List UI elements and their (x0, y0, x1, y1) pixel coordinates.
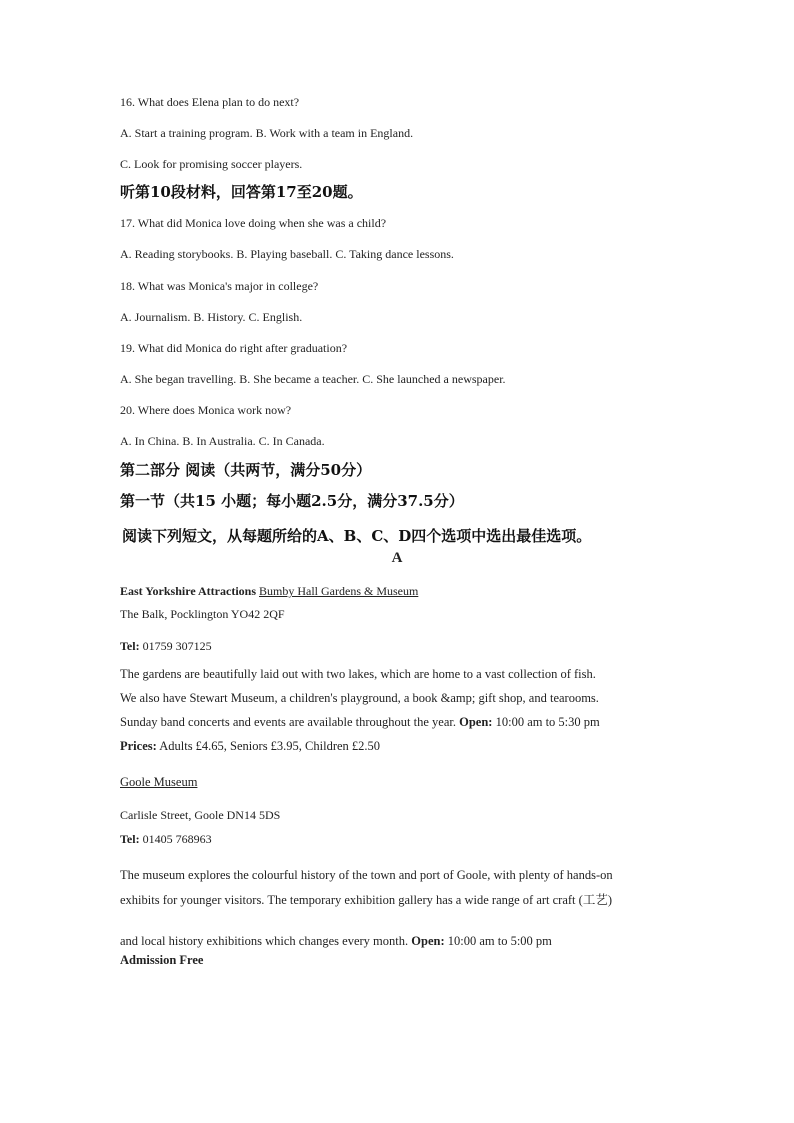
question-17-options: A. Reading storybooks. B. Playing baseball. C. Taking dance lessons. (120, 247, 454, 261)
question-17: 17. What did Monica love doing when she was a child? (120, 216, 387, 230)
attraction-2-desc-line-3 (120, 933, 552, 949)
question-18-options: A. Journalism. B. History. C. English. (120, 310, 303, 324)
tel-label: Tel: (120, 639, 140, 653)
listening-section-heading: 听第10段材料，回答第17至20题。 (120, 183, 363, 201)
attraction-1-title (120, 583, 418, 599)
tel-number: 01759 307125 (142, 639, 212, 653)
open-hours: 10:00 am to 5:30 pm (495, 715, 600, 729)
reading-part-heading: 第二部分 阅读（共两节，满分50分） (120, 461, 372, 479)
attraction-1-name: Bumby Hall Gardens & Museum (259, 584, 419, 598)
tel-label: Tel: (120, 832, 140, 846)
attraction-2-tel (120, 831, 212, 847)
question-18: 18. What was Monica's major in college? (120, 279, 319, 293)
attraction-1-desc-text: Sunday band concerts and events are available throughout the year. (120, 715, 456, 729)
attraction-1-tel (120, 638, 212, 654)
question-20-options: A. In China. B. In Australia. C. In Canada. (120, 434, 325, 448)
question-16: 16. What does Elena plan to do next? (120, 95, 300, 109)
question-16-options-ab: A. Start a training program. B. Work with a team in England. (120, 126, 414, 140)
attraction-region: East Yorkshire Attractions (120, 584, 256, 598)
attraction-1-prices (120, 738, 380, 754)
tel-number: 01405 768963 (142, 832, 212, 846)
question-20: 20. Where does Monica work now? (120, 403, 292, 417)
reading-section-heading: 第一节（共15 小题；每小题2.5分，满分37.5分） (120, 492, 464, 510)
passage-label: A (391, 550, 403, 566)
reading-instruction: 阅读下列短文，从每题所给的A、B、C、D四个选项中选出最佳选项。 (122, 527, 592, 545)
attraction-2-desc-line-1: The museum explores the colourful history of the town and port of Goole, with plenty of hands-on (120, 868, 613, 882)
attraction-2-desc-text: and local history exhibitions which changes every month. (120, 934, 409, 948)
question-19: 19. What did Monica do right after graduation? (120, 341, 348, 355)
attraction-2-desc-line-2: exhibits for younger visitors. The temporary exhibition gallery has a wide range of art craft (工艺) (120, 893, 612, 907)
attraction-2-address: Carlisle Street, Goole DN14 5DS (120, 808, 281, 822)
prices-label: Prices: (120, 739, 157, 753)
open-label: Open: (411, 934, 445, 948)
open-label: Open: (459, 715, 493, 729)
question-16-option-c: C. Look for promising soccer players. (120, 157, 303, 171)
attraction-1-desc-line-3 (120, 714, 600, 730)
attraction-1-address: The Balk, Pocklington YO42 2QF (120, 607, 285, 621)
attraction-1-desc-line-2: We also have Stewart Museum, a children's playground, a book &amp; gift shop, and tearooms. (120, 691, 599, 705)
prices-value: Adults £4.65, Seniors £3.95, Children £2.50 (159, 739, 381, 753)
open-hours: 10:00 am to 5:00 pm (447, 934, 552, 948)
attraction-2-admission: Admission Free (120, 953, 204, 967)
attraction-2-name: Goole Museum (120, 775, 198, 789)
attraction-1-desc-line-1: The gardens are beautifully laid out with two lakes, which are home to a vast collection of fish. (120, 667, 596, 681)
question-19-options: A. She began travelling. B. She became a teacher. C. She launched a newspaper. (120, 372, 506, 386)
